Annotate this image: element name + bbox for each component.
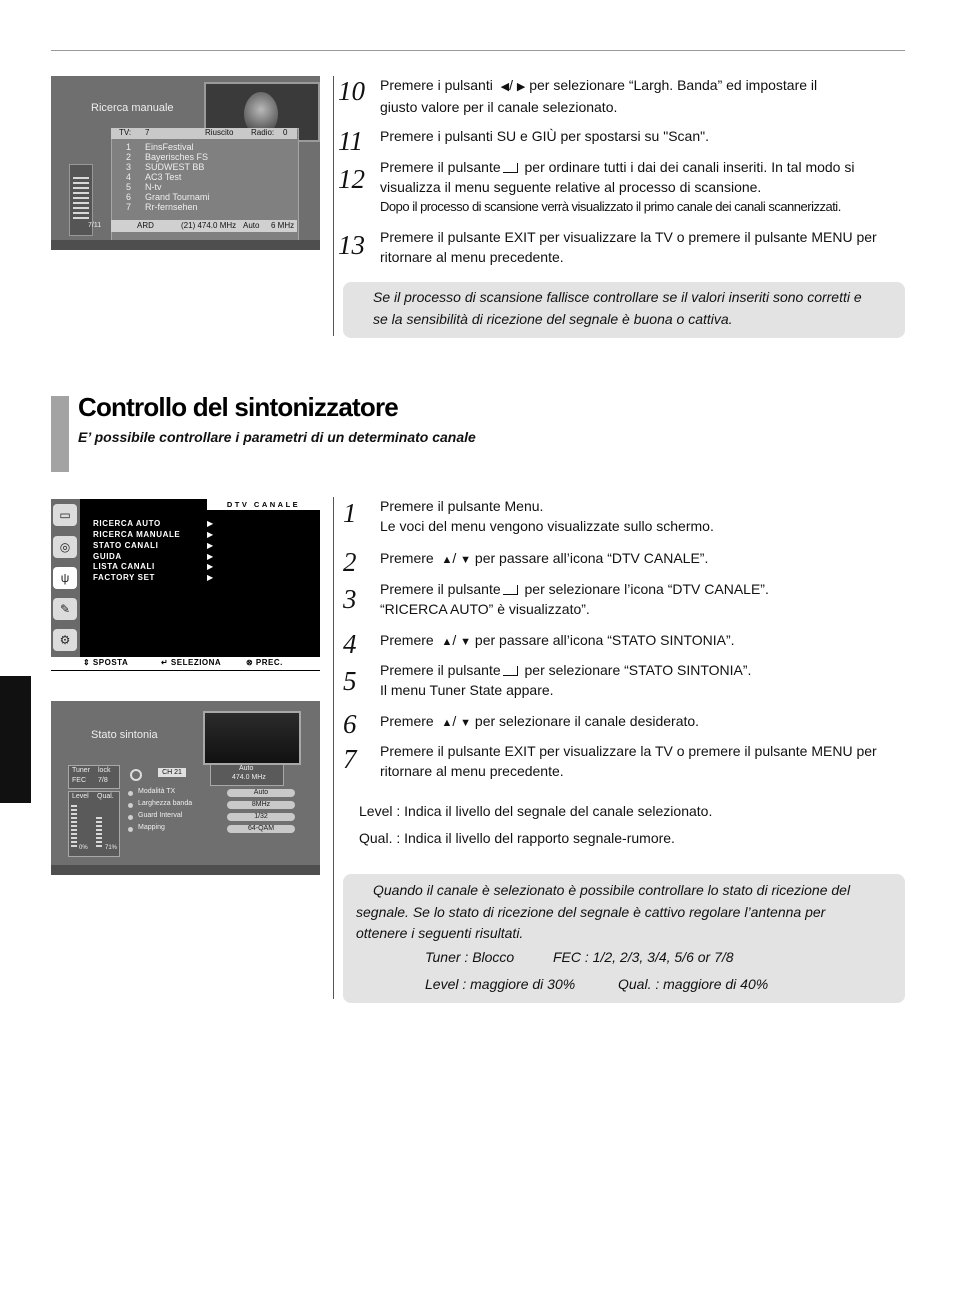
step-text: Premere i pulsanti ◀/ ▶ per selezionare “Largh. Banda” ed impostare il giusto valore per il canale selezionato.: [380, 77, 818, 115]
left-arrow-icon: ◀: [500, 81, 510, 93]
table-row: N-tv: [145, 182, 162, 192]
menu-icon-column: [51, 499, 80, 659]
footer-bandwidth: 6 MHz: [271, 221, 295, 230]
channel-box: CH 21: [158, 768, 186, 777]
level-label: Level: [72, 793, 89, 800]
disc-icon: ◎: [53, 536, 77, 558]
menu-item-ricerca-manuale: RICERCA MANUALE: [93, 530, 181, 539]
table-row: EinsFestival: [145, 142, 194, 152]
param-value: 8MHz: [227, 801, 295, 809]
stato-sintonia-screenshot: [51, 701, 320, 875]
param-label: Guard Interval: [138, 812, 183, 819]
fec-label: FEC: [72, 777, 86, 784]
step-text: Premere i pulsanti SU e GIÙ per spostarsi su "Scan".: [380, 128, 709, 144]
screen-title: Stato sintonia: [91, 729, 158, 741]
table-row: 2: [126, 152, 132, 162]
note-box-bottom: Quando il canale è selezionato è possibile controllare lo stato di ricezione del segnale. Se lo stato di ricezione del segnale è cattivo regolare l’antenna per ottenere i seguenti risultati. Tuner : Blocco FEC : 1/2, 2/3, 3/4, 5/6 or 7/8 Level : maggiore di 30% Qual. : maggiore di 40%: [343, 874, 905, 1003]
column-divider-bottom: [333, 497, 334, 999]
step-text: Premere il pulsante per selezionare l’icona “DTV CANALE”. “RICERCA AUTO” è visualizzato”.: [380, 581, 769, 617]
qual-meter: [96, 817, 102, 847]
qual-definition: Qual. : Indica il livello del rapporto segnale-rumore.: [359, 830, 675, 846]
dtv-menu-footer: [51, 657, 320, 670]
enter-icon: [503, 666, 518, 676]
table-row: 3: [126, 162, 132, 172]
step-text: Premere il pulsante EXIT per visualizzare la TV o premere il pulsante MENU per ritornare al menu precedente.: [380, 743, 877, 779]
qual-percent: 71%: [105, 845, 118, 851]
level-percent: 0%: [79, 845, 88, 851]
table-row: 1: [126, 142, 132, 152]
mode-value: Auto: [239, 765, 254, 772]
step-text: Premere il pulsante per ordinare tutti i dai dei canali inseriti. In tal modo si visualizza il menu seguente relative al processo di scansione. Dopo il processo di scansione verrà visualizzato il primo canale dei canali scannerizzati.: [380, 159, 855, 214]
step-number: 12: [338, 164, 365, 194]
section-subtitle: E’ possibile controllare i parametri di un determinato canale: [78, 429, 476, 445]
section-title: Controllo del sintonizzatore: [78, 392, 398, 422]
level-meter: [71, 805, 77, 847]
frequency-value: 474.0 MHz: [232, 774, 266, 781]
table-row: Grand Tournami: [145, 192, 210, 202]
footer-channel: ARD: [137, 221, 154, 230]
menu-arrow-icon: ▶: [207, 562, 214, 571]
menu-arrow-icon: ▶: [207, 552, 214, 561]
tv-count: 7: [145, 128, 150, 137]
step-text: Premere ▲/ ▼ per selezionare il canale desiderato.: [380, 713, 700, 729]
up-arrow-icon: ▲: [441, 717, 453, 729]
footer-freq: (21) 474.0 MHz: [181, 221, 237, 230]
up-arrow-icon: ▲: [441, 554, 453, 566]
step-number: 5: [343, 666, 357, 696]
tv-label: TV:: [119, 128, 132, 137]
step-number: 10: [338, 76, 365, 106]
table-row: Bayerisches FS: [145, 152, 209, 162]
footer-back: ⊗ PREC.: [246, 658, 283, 667]
menu-arrow-icon: ▶: [207, 573, 214, 582]
gear-icon: [130, 769, 142, 781]
step-number: 3: [343, 584, 357, 614]
footer-move: ⇕ SPOSTA: [83, 658, 129, 667]
top-rule: [51, 50, 905, 51]
tools-icon: ✎: [53, 598, 77, 620]
menu-item-stato-canali: STATO CANALI: [93, 541, 159, 550]
down-arrow-icon: ▼: [460, 636, 472, 648]
table-row: 6: [126, 192, 132, 202]
step-number: 2: [343, 547, 357, 577]
step-number: 11: [338, 126, 363, 156]
table-footer: [111, 220, 297, 232]
param-dot: [128, 791, 133, 796]
level-definition: Level : Indica il livello del segnale del canale selezionato.: [359, 803, 713, 819]
param-label: Modalità TX: [138, 788, 176, 795]
footer-select: ↵ SELEZIONA: [161, 658, 222, 667]
section-bar: [51, 396, 69, 472]
enter-icon: [503, 163, 518, 173]
down-arrow-icon: ▼: [460, 717, 472, 729]
step-text: Premere il pulsante Menu. Le voci del menu vengono visualizzate sullo schermo.: [380, 498, 714, 534]
enter-icon: [503, 585, 518, 595]
table-header: [111, 128, 297, 139]
table-row: AC3 Test: [145, 172, 182, 182]
menu-arrow-icon: ▶: [207, 541, 214, 550]
screen-bottom-bar: [51, 240, 320, 250]
step-text: Premere il pulsante EXIT per visualizzare la TV o premere il pulsante MENU per ritornare al menu precedente.: [380, 229, 877, 265]
menu-item-guida: GUIDA: [93, 552, 122, 561]
dtv-menu-screenshot: [51, 499, 320, 671]
video-preview: [203, 711, 301, 765]
step-number: 4: [343, 629, 357, 659]
menu-item-lista-canali: LISTA CANALI: [93, 562, 155, 571]
tv-icon: ▭: [53, 504, 77, 526]
found-label: Riuscito: [205, 128, 234, 137]
tuner-value: lock: [98, 767, 111, 774]
param-value: 64-QAM: [227, 825, 295, 833]
screen-title: Ricerca manuale: [91, 102, 174, 114]
screen-bottom-bar: [51, 865, 320, 875]
side-tab: [0, 676, 31, 803]
qual-label: Qual.: [97, 793, 114, 800]
menu-item-factory-set: FACTORY SET: [93, 573, 156, 582]
right-arrow-icon: ▶: [516, 81, 526, 93]
down-arrow-icon: ▼: [460, 554, 472, 566]
param-dot: [128, 815, 133, 820]
param-dot: [128, 827, 133, 832]
table-row: 4: [126, 172, 132, 182]
step-text: Premere ▲/ ▼ per passare all’icona “STATO SINTONIA”.: [380, 632, 735, 648]
column-divider-top: [333, 76, 334, 336]
table-row: Rr-fernsehen: [145, 202, 198, 212]
step-text: Premere il pulsante per selezionare “STATO SINTONIA”. Il menu Tuner State appare.: [380, 662, 752, 698]
radio-count: 0: [283, 128, 288, 137]
tuner-label: Tuner: [72, 767, 91, 774]
step-text: Premere ▲/ ▼ per passare all’icona “DTV CANALE”.: [380, 550, 709, 566]
menu-item-ricerca-auto: RICERCA AUTO: [93, 519, 161, 528]
settings-icon: ⚙: [53, 629, 77, 651]
param-value: 1/32: [227, 813, 295, 821]
step-number: 7: [343, 744, 357, 774]
table-row: 7: [126, 202, 132, 212]
antenna-icon: ψ: [53, 567, 77, 589]
dtv-menu-header: DTV CANALE: [207, 499, 320, 510]
step-number: 13: [338, 230, 365, 260]
menu-arrow-icon: ▶: [207, 519, 214, 528]
table-row: SUDWEST BB: [145, 162, 205, 172]
footer-mode: Auto: [243, 221, 260, 230]
param-label: Larghezza banda: [138, 800, 193, 807]
up-arrow-icon: ▲: [441, 636, 453, 648]
step-number: 1: [343, 498, 357, 528]
step-number: 6: [343, 709, 357, 739]
radio-label: Radio:: [251, 128, 275, 137]
note-box-top: Se il processo di scansione fallisce controllare se il valori inseriti sono corretti e se la sensibilità di ricezione del segnale è buona o cattiva.: [343, 282, 905, 338]
param-label: Mapping: [138, 824, 165, 831]
ricerca-manuale-screenshot: [51, 76, 320, 250]
fec-value: 7/8: [98, 777, 108, 784]
table-row: 5: [126, 182, 132, 192]
param-dot: [128, 803, 133, 808]
level-percent: 7/11: [88, 222, 102, 229]
menu-arrow-icon: ▶: [207, 530, 214, 539]
param-value: Auto: [227, 789, 295, 797]
